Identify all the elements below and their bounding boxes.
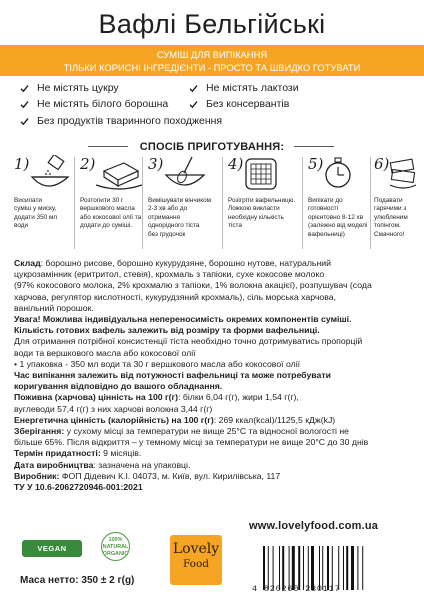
- bowl-pour-icon: [28, 155, 72, 193]
- step-divider: [142, 157, 143, 249]
- step-line: топінгом.: [374, 222, 401, 230]
- composition-label: Склад: [14, 258, 41, 268]
- whisk-bowl-icon: [162, 155, 208, 193]
- tu-line: ТУ У 10.6-2062720946-001:2021: [14, 482, 143, 493]
- step-line: готовності: [308, 205, 339, 213]
- nutrition-label: Поживна (харчова) цінність на 100 г(г): [14, 392, 179, 403]
- feature-label: Не містять білого борошна: [37, 98, 169, 110]
- natural-badge-line: NATURAL: [102, 544, 129, 550]
- feature-label: Без продуктів тваринного походження: [37, 115, 223, 127]
- storage-line: [14, 426, 414, 437]
- nutrition-line: вуглеводи 57,4 г(г) з них харчові волокна 3,44 г(г): [14, 403, 213, 414]
- orange-banner: [0, 45, 424, 76]
- net-weight: Маса нетто: 350 ± 2 г(g): [20, 575, 135, 586]
- composition-line: цукрозамінник (еритритол, стевія), крохмаль з тапіоки, сухе кокосове молоко: [14, 269, 325, 280]
- storage-label: Зберігання:: [14, 426, 65, 437]
- consistency-line: • 1 упаковка - 350 мл води та 30 г вершкового масла або кокосової олії: [14, 358, 301, 369]
- website-link[interactable]: www.lovelyfood.com.ua: [249, 520, 379, 532]
- step-number: 4): [228, 155, 244, 173]
- logo-line-2: Food: [182, 558, 210, 570]
- step-divider: [74, 157, 75, 249]
- step-line: гарячими з: [374, 205, 407, 213]
- natural-badge: [101, 532, 130, 561]
- step-line: без грудочок: [148, 230, 186, 238]
- step-line: (залежно від моделі: [308, 222, 368, 230]
- step-line: вершкового масла: [80, 205, 135, 213]
- composition-section: [14, 258, 414, 493]
- check-icon: [189, 100, 198, 109]
- step-line: тіста: [228, 222, 242, 230]
- check-icon: [20, 84, 29, 93]
- quantity-note: Кількість готових вафель залежить від розміру та форми вафельниці.: [14, 325, 320, 336]
- feature-no-white-flour: [20, 98, 168, 110]
- step-line: або кокосової олії та: [80, 213, 142, 221]
- banner-line-2: ТІЛЬКИ КОРИСНІ ІНГРЕДІЄНТИ - ПРОСТО ТА ШВИДКО ГОТУВАТИ: [63, 62, 361, 73]
- manufacturer-label: Виробник:: [14, 470, 60, 481]
- composition-line: харчова, регулятор кислотності, кукурудзяний крохмаль), сіль морська харчова,: [14, 291, 337, 302]
- step-number: 1): [14, 155, 30, 173]
- feature-no-animal-products: [20, 115, 222, 127]
- step-line: Подавати: [374, 197, 403, 204]
- timer-icon: [322, 155, 356, 193]
- step-text: [148, 197, 211, 239]
- step-text: [80, 197, 141, 231]
- feature-no-lactose: [189, 82, 299, 94]
- composition-line: ванільний порошок.: [14, 302, 94, 313]
- step-line: Смачного!: [374, 230, 405, 238]
- feature-no-preservatives: [189, 98, 289, 110]
- check-icon: [20, 117, 29, 126]
- shelf-life-label: Термін придатності:: [14, 448, 101, 459]
- manufacturer-value: ФОП Дідевич К.І. 04073, м. Київ, вул. Кирилівська, 117: [59, 470, 281, 481]
- butter-icon: [94, 155, 144, 193]
- method-title: СПОСІБ ПРИГОТУВАННЯ:: [139, 141, 285, 153]
- step-line: улюбленим: [374, 213, 408, 221]
- step-number: 3): [148, 155, 164, 173]
- step-text: [14, 197, 57, 231]
- steps-row: [14, 155, 418, 255]
- feature-label: Без консервантів: [206, 98, 290, 110]
- shelf-life-line: [14, 448, 414, 459]
- step-line: Ложкою викласти: [228, 205, 280, 213]
- warning-text: Увага! Можлива індивідуальна непереносимість окремих компонентів суміші.: [14, 314, 352, 325]
- waffle-stack-icon: [388, 155, 418, 193]
- step-line: необхідну кількість: [228, 213, 284, 221]
- nutrition-line: [14, 392, 414, 403]
- manufacturer-line: [14, 471, 414, 482]
- step-line: Розігріти вафельницю.: [228, 197, 296, 204]
- step-line: вафельниці): [308, 230, 345, 238]
- production-date-line: [14, 460, 414, 471]
- shelf-life-value: 9 місяців.: [100, 448, 142, 459]
- feature-label: Не містять лактози: [206, 82, 299, 94]
- step-number: 5): [308, 155, 324, 173]
- step-number: 6): [374, 155, 390, 173]
- step-line: орієнтовно 8-12 хв: [308, 213, 364, 221]
- step-divider: [302, 157, 303, 249]
- step-line: додати 350 мл: [14, 213, 58, 221]
- title-divider-right: [294, 146, 334, 147]
- natural-badge-line: 100%: [108, 537, 123, 543]
- check-icon: [20, 100, 29, 109]
- energy-label: Енергетична цінність (калорійність) на 100 г(г): [14, 414, 214, 425]
- waffle-iron-icon: [242, 155, 282, 193]
- step-line: Вимішувати вінчиком: [148, 197, 212, 204]
- step-line: Розтопити 30 г: [80, 197, 124, 204]
- consistency-line: Для отримання потрібної консистенції тіста необхідно точно дотримуватись пропорцій: [14, 336, 363, 347]
- step-number: 2): [80, 155, 96, 173]
- step-text: [228, 197, 295, 231]
- storage-text: у сухому місці за температури не вище 25°С та відносної вологості не: [64, 426, 350, 437]
- composition-line: (97% кокосового молока, 2% крохмалю з тапіоки, 1% волокна акацієї), розпушувач (сода: [14, 280, 372, 291]
- logo-line-1: Lovely: [172, 541, 220, 557]
- production-date-value: : зазначена на упаковці.: [93, 459, 191, 470]
- lovely-food-logo: [170, 535, 222, 585]
- check-icon: [189, 84, 198, 93]
- step-line: отримання: [148, 213, 180, 221]
- storage-line: більше 65%. Після відкриття – у темному місці за температури не вище 20°С до 30 днів: [14, 437, 369, 448]
- step-text: [374, 197, 408, 239]
- natural-badge-line: ORGANIC: [102, 551, 129, 557]
- energy-value: : 269 ккал(kcal)/1125,5 кДж(kJ): [213, 414, 336, 425]
- production-date-label: Дата виробництва: [14, 459, 94, 470]
- energy-line: [14, 415, 414, 426]
- step-text: [308, 197, 367, 239]
- step-line: додати до суміші.: [80, 222, 133, 230]
- step-line: однорідного тіста: [148, 222, 200, 230]
- composition-text: : борошно рисове, борошно кукурудзяне, борошно нутове, натуральний: [40, 258, 331, 268]
- consistency-line: води та вершкового масла або кокосової олії: [14, 347, 196, 358]
- vegan-badge: VEGAN: [22, 540, 82, 557]
- step-divider: [370, 157, 371, 249]
- baking-time-line: Час випікання залежить від потужності вафельниці та може потребувати: [14, 370, 331, 381]
- banner-line-1: СУМІШ ДЛЯ ВИПІКАННЯ: [156, 49, 268, 60]
- product-title: Вафлі Бельгійські: [98, 9, 326, 39]
- barcode-digits: 4 820260 230117: [252, 584, 341, 594]
- step-line: Висипати: [14, 197, 42, 204]
- step-line: води: [14, 222, 29, 230]
- step-divider: [222, 157, 223, 249]
- baking-time-line: коригування відповідно до вашого обладнання.: [14, 381, 223, 392]
- feature-no-sugar: [20, 82, 119, 94]
- feature-label: Не містять цукру: [37, 82, 119, 94]
- step-line: Випікати до: [308, 197, 343, 204]
- step-line: суміш у миску,: [14, 205, 57, 213]
- nutrition-text: : білки 6,04 г(г), жири 1,54 г(г),: [178, 392, 299, 403]
- step-line: 2-3 хв або до: [148, 205, 188, 213]
- composition-line: [14, 258, 414, 269]
